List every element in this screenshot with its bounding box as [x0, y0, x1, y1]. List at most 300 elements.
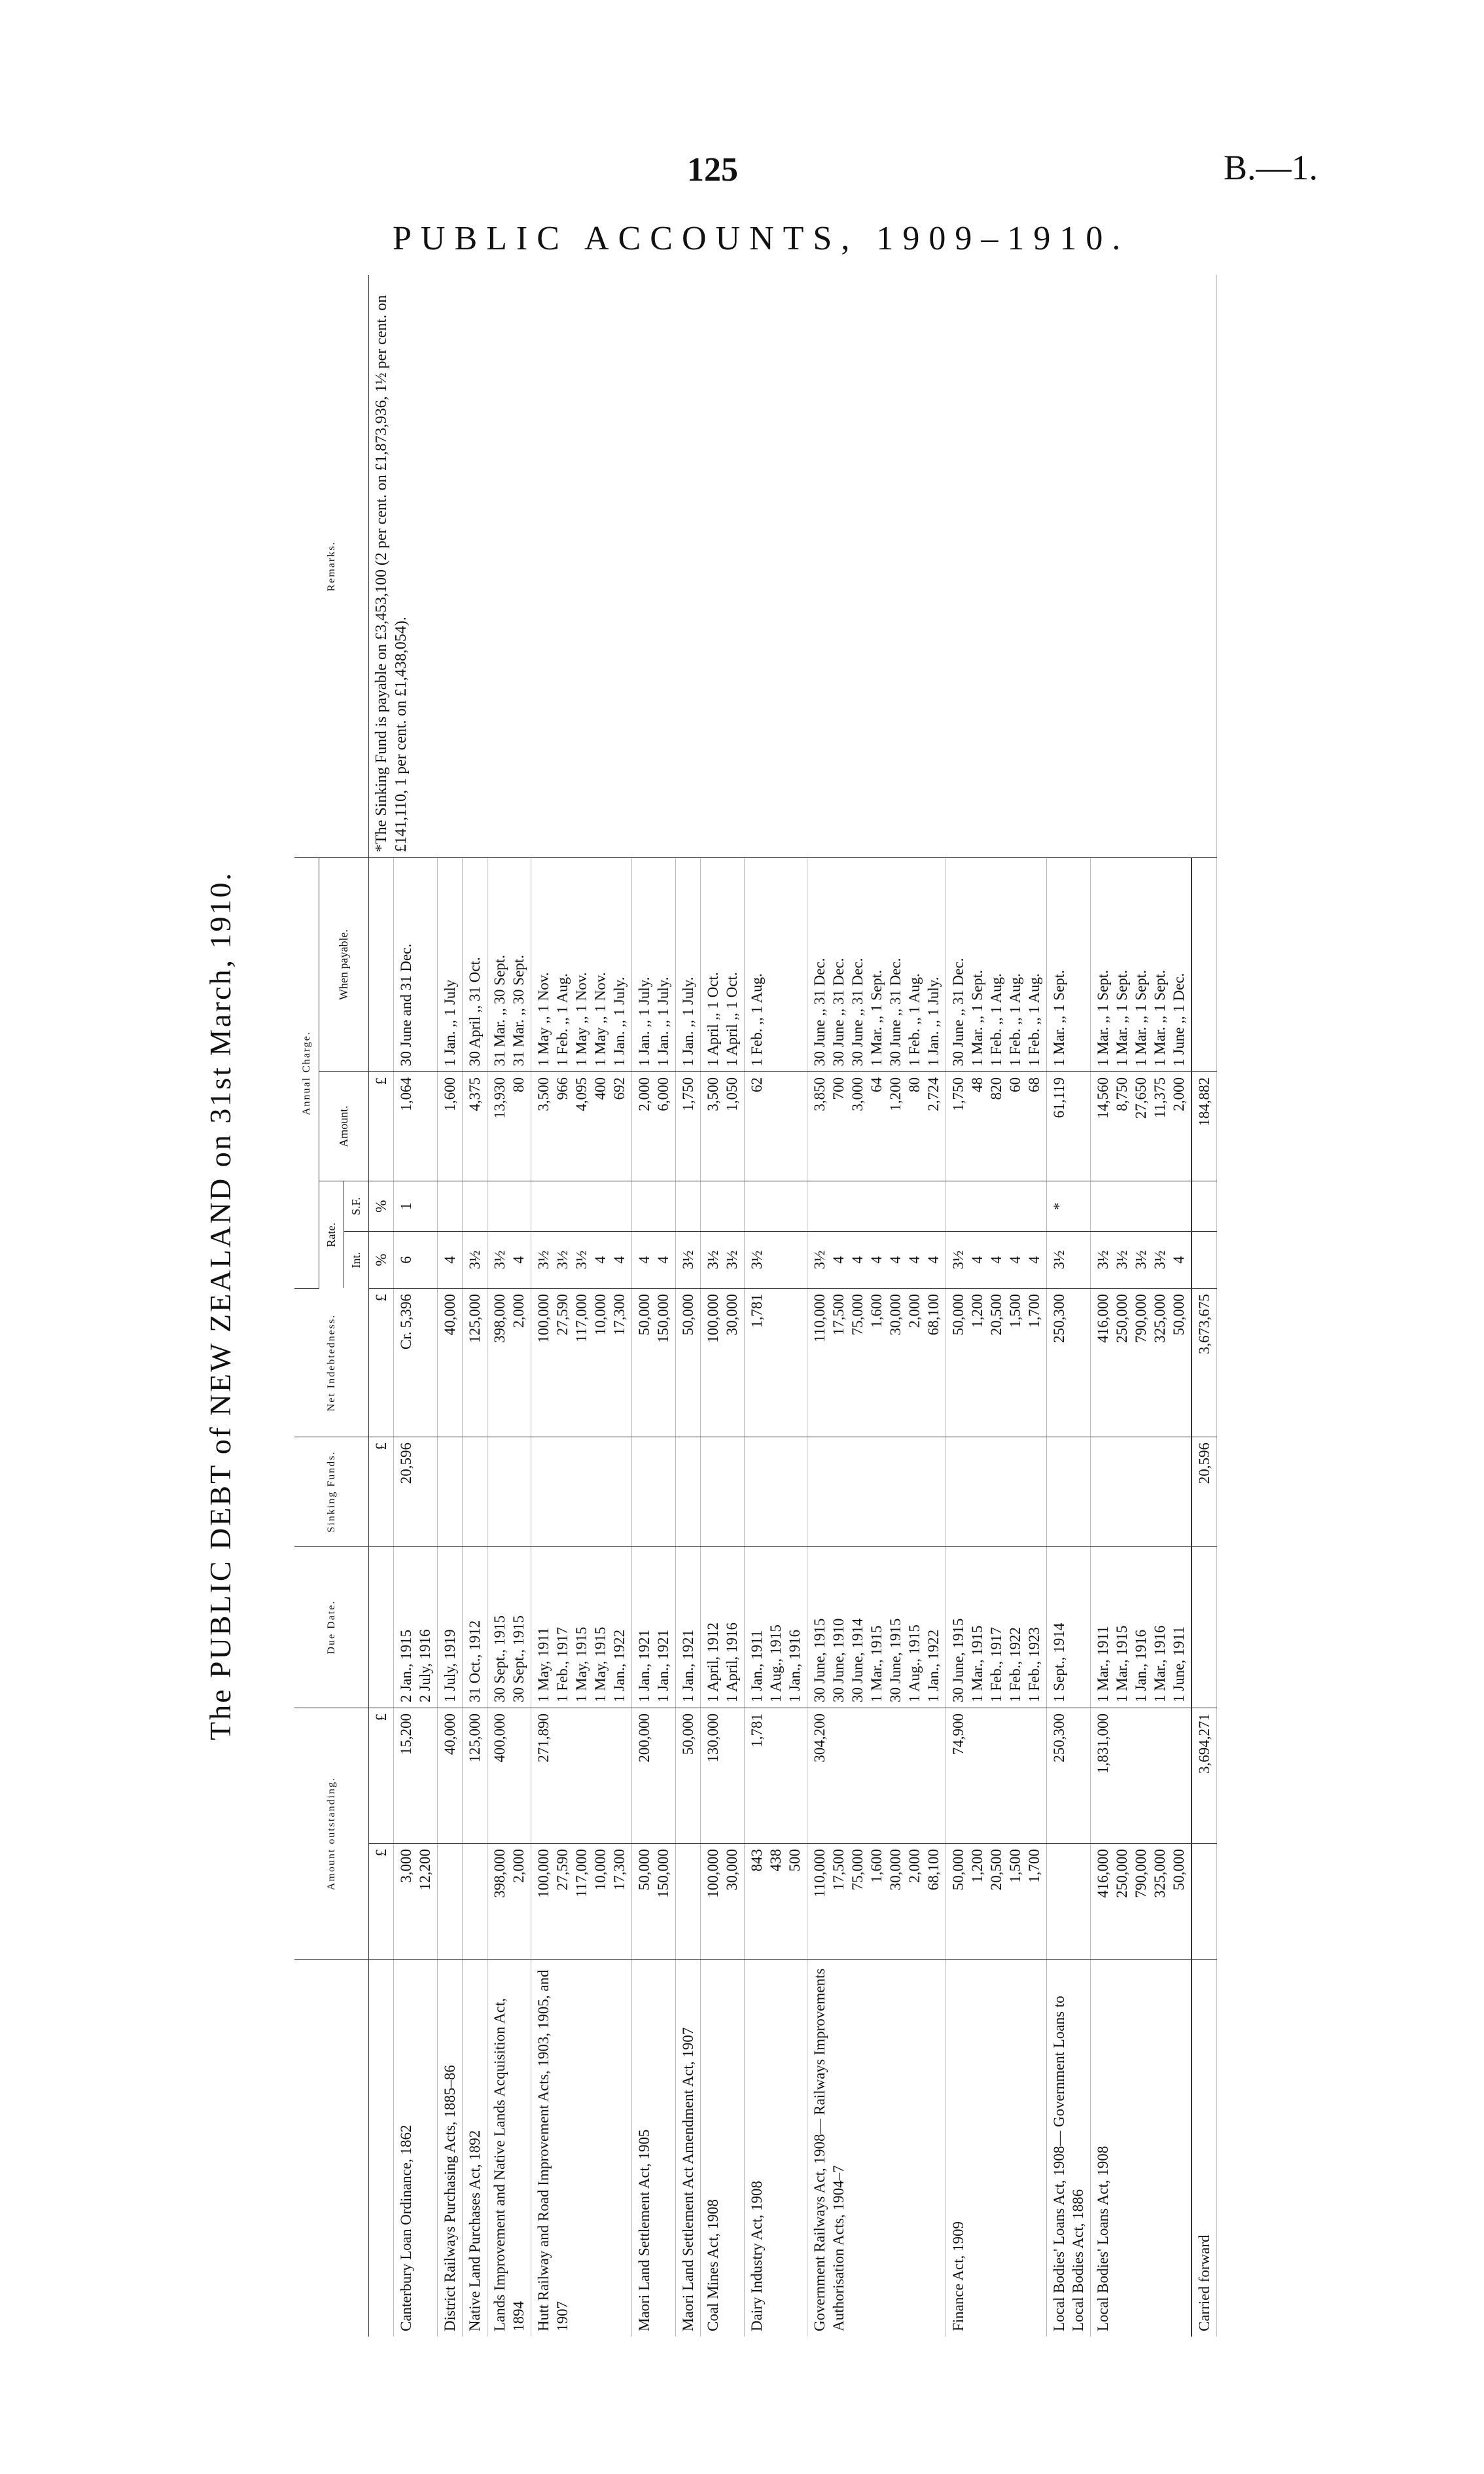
- annual-charge: [701, 1072, 745, 1181]
- page-subtitle: PUBLIC ACCOUNTS, 1909–1910.: [393, 220, 1130, 257]
- net-indebtedness-line: 1,200: [969, 1294, 985, 1328]
- annual-charge-line: 3,500: [705, 1077, 721, 1111]
- net-indebtedness-line: 150,000: [655, 1294, 671, 1343]
- net-indebtedness-line: 416,000: [1095, 1294, 1111, 1343]
- when-payable-line: 1 Mar. ,, 1 Sept.: [868, 970, 885, 1066]
- due-date: [1047, 1547, 1091, 1708]
- amount-outstanding-line: 110,000: [811, 1849, 828, 1897]
- act-description: Dairy Industry Act, 1908: [749, 2181, 765, 2331]
- interest-rate-line: 3½: [467, 1250, 483, 1270]
- sinking-fund-rate: [1091, 1181, 1192, 1232]
- due-date: [807, 1547, 946, 1708]
- total-amount-outstanding: 3,694,271: [1192, 1708, 1217, 1844]
- amount-outstanding: [487, 1844, 531, 1960]
- net-indebtedness-line: 30,000: [887, 1294, 904, 1336]
- col-sinking-funds: Sinking Funds.: [294, 1437, 369, 1547]
- public-debt-table: [294, 275, 1217, 2337]
- amount-outstanding-line: 100,000: [705, 1849, 721, 1898]
- when-payable-line: 1 Mar. ,, 1 Sept.: [1133, 970, 1149, 1066]
- amount-outstanding-line: 30,000: [724, 1849, 740, 1891]
- amount-group-total: 50,000: [676, 1708, 701, 1844]
- net-indebtedness-line: 250,000: [1114, 1294, 1130, 1343]
- when-payable-line: 30 June ,, 31 Dec.: [950, 958, 966, 1066]
- net-indebtedness: [438, 1289, 463, 1437]
- empty-cell: [1192, 1844, 1217, 1960]
- annual-charge: [745, 1072, 807, 1181]
- annual-charge-line: 60: [1007, 1077, 1023, 1092]
- interest-rate-line: 4: [592, 1256, 609, 1264]
- when-payable-line: 30 June ,, 31 Dec.: [849, 958, 866, 1066]
- when-payable-line: 1 Jan. ,, 1 July.: [925, 977, 942, 1066]
- when-payable-line: 30 June ,, 31 Dec.: [830, 958, 847, 1066]
- when-payable-line: 1 Feb. ,, 1 Aug.: [988, 973, 1004, 1066]
- sinking-fund: [745, 1437, 807, 1547]
- interest-rate: [531, 1232, 632, 1289]
- col-rate-int: Int.: [344, 1232, 369, 1289]
- when-payable-line: 1 Mar. ,, 1 Sept.: [969, 970, 985, 1066]
- interest-rate-line: 4: [1007, 1256, 1023, 1264]
- when-payable-line: 1 Feb. ,, 1 Aug.: [749, 973, 765, 1066]
- when-payable-line: 1 Mar. ,, 1 Sept.: [1095, 970, 1111, 1066]
- amount-outstanding: [676, 1844, 701, 1960]
- when-payable-line: 1 Feb. ,, 1 Aug.: [554, 973, 571, 1066]
- net-indebtedness-line: 2,000: [906, 1294, 923, 1328]
- when-payable-line: 1 May ,, 1 Nov.: [573, 972, 590, 1066]
- annual-charge: [487, 1072, 531, 1181]
- when-payable-line: 30 June ,, 31 Dec.: [887, 958, 904, 1066]
- sinking-fund: [438, 1437, 463, 1547]
- annual-charge: [632, 1072, 676, 1181]
- due-date-line: 2 July, 1916: [417, 1629, 433, 1702]
- due-date: [463, 1547, 487, 1708]
- amount-outstanding: [946, 1844, 1047, 1960]
- due-date-line: 1 Jan., 1916: [786, 1629, 803, 1702]
- net-indebtedness-line: 1,700: [1026, 1294, 1042, 1328]
- net-indebtedness-line: 117,000: [573, 1294, 590, 1342]
- total-net-indebtedness: 3,673,675: [1192, 1289, 1217, 1437]
- net-indebtedness-line: 30,000: [724, 1294, 740, 1336]
- interest-rate-line: 3½: [1133, 1250, 1149, 1270]
- when-payable: [438, 858, 463, 1072]
- annual-charge-line: 400: [592, 1077, 609, 1100]
- when-payable-line: 1 Feb. ,, 1 Aug.: [1007, 973, 1023, 1066]
- empty-cell: [1192, 1547, 1217, 1708]
- interest-rate-line: 3½: [1114, 1250, 1130, 1270]
- net-indebtedness-line: 100,000: [535, 1294, 552, 1343]
- sinking-fund: [1047, 1437, 1091, 1547]
- due-date-line: 30 Sept., 1915: [510, 1615, 527, 1702]
- amount-outstanding-line: 50,000: [1171, 1849, 1187, 1891]
- percent-symbol: %: [369, 1181, 394, 1232]
- annual-charge: [807, 1072, 946, 1181]
- interest-rate: [487, 1232, 531, 1289]
- interest-rate: [701, 1232, 745, 1289]
- percent-symbol: %: [369, 1232, 394, 1289]
- col-rate-sf: S.F.: [344, 1181, 369, 1232]
- when-payable-line: 30 June ,, 31 Dec.: [811, 958, 828, 1066]
- amount-outstanding-line: 3,000: [398, 1849, 414, 1883]
- due-date-line: 1 Jan., 1921: [636, 1629, 652, 1702]
- net-indebtedness-line: 125,000: [467, 1294, 483, 1343]
- sinking-fund: [701, 1437, 745, 1547]
- interest-rate-line: 3½: [535, 1250, 552, 1270]
- due-date-line: 1 Feb., 1922: [1007, 1627, 1023, 1702]
- annual-charge-line: 2,000: [636, 1077, 652, 1111]
- net-indebtedness: [745, 1289, 807, 1437]
- amount-outstanding-line: 398,000: [491, 1849, 508, 1898]
- sinking-fund: 20,596: [394, 1437, 438, 1547]
- interest-rate: [807, 1232, 946, 1289]
- when-payable-line: 31 Mar. ,, 30 Sept.: [491, 955, 508, 1066]
- due-date-line: 1 April, 1912: [705, 1622, 721, 1702]
- due-date-line: 1 Jan., 1921: [655, 1629, 671, 1702]
- due-date-line: 1 June, 1911: [1171, 1626, 1187, 1702]
- annual-charge-line: 2,724: [925, 1077, 942, 1111]
- page-number: 125: [687, 151, 738, 188]
- col-rate: Rate.: [319, 1181, 344, 1289]
- annual-charge-line: 80: [906, 1077, 923, 1092]
- annual-charge-line: 27,650: [1133, 1077, 1149, 1119]
- sinking-fund: [946, 1437, 1047, 1547]
- annual-charge-line: 61,119: [1051, 1077, 1067, 1119]
- amount-outstanding-line: 325,000: [1152, 1849, 1168, 1898]
- when-payable-line: 1 Jan. ,, 1 July: [442, 979, 458, 1066]
- amount-group-total: 15,200: [394, 1708, 438, 1844]
- annual-charge-line: 4,095: [573, 1077, 590, 1111]
- net-indebtedness: [531, 1289, 632, 1437]
- when-payable: [701, 858, 745, 1072]
- annual-charge: [438, 1072, 463, 1181]
- sinking-fund-rate: [807, 1181, 946, 1232]
- sinking-fund: [487, 1437, 531, 1547]
- interest-rate-line: 3½: [749, 1250, 765, 1270]
- amount-outstanding-line: 50,000: [636, 1849, 652, 1891]
- interest-rate-line: 4: [442, 1256, 458, 1264]
- net-indebtedness: [463, 1289, 487, 1437]
- currency-symbol: £: [369, 1844, 394, 1960]
- interest-rate-line: 3½: [573, 1250, 590, 1270]
- interest-rate: [745, 1232, 807, 1289]
- net-indebtedness-line: 50,000: [680, 1294, 696, 1336]
- interest-rate-line: 4: [611, 1256, 627, 1264]
- annual-charge-line: 4,375: [467, 1077, 483, 1111]
- amount-outstanding-line: 20,500: [988, 1849, 1004, 1891]
- when-payable-line: 1 Jan. ,, 1 July.: [680, 977, 696, 1066]
- due-date-line: 30 Sept., 1915: [491, 1615, 508, 1702]
- col-net-indebtedness: Net Indebtedness.: [294, 1289, 369, 1437]
- annual-charge-line: 700: [830, 1077, 847, 1100]
- when-payable: [676, 858, 701, 1072]
- due-date: [676, 1547, 701, 1708]
- amount-outstanding-line: 30,000: [887, 1849, 904, 1891]
- interest-rate-line: 4: [868, 1256, 885, 1264]
- annual-charge-line: 13,930: [491, 1077, 508, 1119]
- empty-cell: [1192, 858, 1217, 1072]
- annual-charge-line: 48: [969, 1077, 985, 1092]
- net-indebtedness-line: 17,300: [611, 1294, 627, 1336]
- net-indebtedness: [1091, 1289, 1192, 1437]
- amount-outstanding-line: 416,000: [1095, 1849, 1111, 1898]
- amount-outstanding-line: 2,000: [510, 1849, 527, 1883]
- act-description: Maori Land Settlement Act, 1905: [636, 2129, 652, 2331]
- amount-outstanding-line: 438: [768, 1849, 784, 1872]
- net-indebtedness-line: 1,600: [868, 1294, 885, 1328]
- net-indebtedness: [487, 1289, 531, 1437]
- sinking-fund-rate: [745, 1181, 807, 1232]
- net-indebtedness-line: 27,590: [554, 1294, 571, 1336]
- rotated-table-area: [203, 275, 1341, 2337]
- interest-rate-line: 4: [849, 1256, 866, 1264]
- interest-rate-line: 3½: [705, 1250, 721, 1270]
- act-description: Government Railways Act, 1908— Railways Improvements Authorisation Acts, 1904–7: [811, 1968, 847, 2331]
- due-date-line: 1 Jan., 1916: [1133, 1629, 1149, 1702]
- due-date-line: 30 June, 1915: [950, 1618, 966, 1702]
- interest-rate-line: 4: [988, 1256, 1004, 1264]
- sinking-fund-rate: [632, 1181, 676, 1232]
- act-description: Local Bodies' Loans Act, 1908— Government Loans to Local Bodies Act, 1886: [1051, 1996, 1086, 2331]
- amount-outstanding: [531, 1844, 632, 1960]
- annual-charge-line: 1,750: [950, 1077, 966, 1111]
- sinking-fund-rate: 1: [394, 1181, 438, 1232]
- net-indebtedness: [807, 1289, 946, 1437]
- col-description: [294, 1960, 369, 2337]
- amount-outstanding-line: 17,300: [611, 1849, 627, 1891]
- annual-charge-line: 1,600: [442, 1077, 458, 1111]
- amount-outstanding-line: 75,000: [849, 1849, 866, 1891]
- net-indebtedness-line: 50,000: [950, 1294, 966, 1336]
- total-annual-charge: 184,882: [1192, 1072, 1217, 1181]
- interest-rate: [676, 1232, 701, 1289]
- interest-rate: [463, 1232, 487, 1289]
- when-payable-line: 1 Mar. ,, 1 Sept.: [1114, 970, 1130, 1066]
- currency-row: [369, 275, 394, 2337]
- currency-symbol: £: [369, 1437, 394, 1547]
- amount-outstanding-line: 250,000: [1114, 1849, 1130, 1898]
- interest-rate: [632, 1232, 676, 1289]
- amount-group-total: 130,000: [701, 1708, 745, 1844]
- remarks-note: *The Sinking Fund is payable on £3,453,100 (2 per cent. on £1,873,936, 1½ per cent. on £141,110, 1 per cent. on £1,438,054).: [369, 275, 1217, 858]
- when-payable-line: 1 Jan. ,, 1 July.: [611, 977, 627, 1066]
- amount-group-total: 250,300: [1047, 1708, 1091, 1844]
- due-date: [946, 1547, 1047, 1708]
- when-payable: [745, 858, 807, 1072]
- net-indebtedness-line: 250,300: [1051, 1294, 1067, 1343]
- amount-outstanding: [394, 1844, 438, 1960]
- interest-rate-line: 4: [1026, 1256, 1042, 1264]
- due-date-line: 1 Feb., 1917: [988, 1627, 1004, 1702]
- when-payable: [487, 858, 531, 1072]
- sinking-fund: [632, 1437, 676, 1547]
- col-due-date: Due Date.: [294, 1547, 369, 1708]
- due-date: [438, 1547, 463, 1708]
- amount-outstanding: [1047, 1844, 1091, 1960]
- due-date-line: 1 Aug., 1915: [768, 1624, 784, 1702]
- due-date-line: 1 Mar., 1915: [1114, 1625, 1130, 1702]
- amount-outstanding-line: 150,000: [655, 1849, 671, 1898]
- annual-charge-line: 1,050: [724, 1077, 740, 1111]
- amount-outstanding-line: 2,000: [906, 1849, 923, 1883]
- annual-charge-line: 3,000: [849, 1077, 866, 1111]
- due-date-line: 1 Feb., 1923: [1026, 1627, 1042, 1702]
- amount-outstanding: [807, 1844, 946, 1960]
- interest-rate-line: 3½: [1051, 1250, 1067, 1270]
- amount-group-total: 1,831,000: [1091, 1708, 1192, 1844]
- interest-rate: [946, 1232, 1047, 1289]
- net-indebtedness-line: 50,000: [636, 1294, 652, 1336]
- when-payable-line: 1 May ,, 1 Nov.: [592, 972, 609, 1066]
- act-description: Native Land Purchases Act, 1892: [467, 2130, 483, 2331]
- annual-charge: [676, 1072, 701, 1181]
- amount-outstanding: [1091, 1844, 1192, 1960]
- net-indebtedness: [632, 1289, 676, 1437]
- empty-cell: [1192, 1181, 1217, 1232]
- annual-charge-line: 820: [988, 1077, 1004, 1100]
- when-payable-line: 1 Feb. ,, 1 Aug.: [906, 973, 923, 1066]
- annual-charge-line: 11,375: [1152, 1077, 1168, 1119]
- total-sinking-funds: 20,596: [1192, 1437, 1217, 1547]
- due-date: [394, 1547, 438, 1708]
- net-indebtedness-line: 2,000: [510, 1294, 527, 1328]
- when-payable-line: 1 Jan. ,, 1 July.: [636, 977, 652, 1066]
- amount-outstanding-line: 1,700: [1026, 1849, 1042, 1883]
- due-date-line: 1 April, 1916: [724, 1622, 740, 1702]
- annual-charge-line: 2,000: [1171, 1077, 1187, 1111]
- interest-rate-line: 3½: [680, 1250, 696, 1270]
- when-payable: [531, 858, 632, 1072]
- due-date-line: 2 Jan., 1915: [398, 1629, 414, 1702]
- net-indebtedness-line: 17,500: [830, 1294, 847, 1336]
- due-date: [1091, 1547, 1192, 1708]
- annual-charge: [1047, 1072, 1091, 1181]
- when-payable-line: 1 April ,, 1 Oct.: [724, 972, 740, 1066]
- empty-cell: [1192, 1232, 1217, 1289]
- interest-rate-line: 4: [887, 1256, 904, 1264]
- when-payable: [1047, 858, 1091, 1072]
- act-description: Local Bodies' Loans Act, 1908: [1095, 2145, 1111, 2331]
- net-indebtedness-line: 1,500: [1007, 1294, 1023, 1328]
- annual-charge: [394, 1072, 438, 1181]
- currency-symbol: £: [369, 1072, 394, 1181]
- col-amount-outstanding: Amount outstanding.: [294, 1708, 369, 1960]
- col-annual-charge: Annual Charge.: [294, 858, 319, 1289]
- when-payable-line: 1 Jan. ,, 1 July.: [655, 977, 671, 1066]
- annual-charge-line: 80: [510, 1077, 527, 1092]
- due-date-line: 1 Aug., 1915: [906, 1624, 923, 1702]
- interest-rate: [1091, 1232, 1192, 1289]
- due-date-line: 1 Jan., 1922: [925, 1629, 942, 1702]
- due-date-line: 1 May, 1911: [535, 1627, 552, 1702]
- when-payable: [394, 858, 438, 1072]
- amount-group-total: 400,000: [487, 1708, 531, 1844]
- table-title: The PUBLIC DEBT of NEW ZEALAND on 31st March, 1910.: [203, 871, 237, 1740]
- due-date-line: 1 Mar., 1916: [1152, 1625, 1168, 1702]
- act-description: Hutt Railway and Road Improvement Acts, 1903, 1905, and 1907: [535, 1969, 571, 2331]
- annual-charge-line: 692: [611, 1077, 627, 1100]
- interest-rate-line: 6: [398, 1256, 414, 1264]
- interest-rate-line: 3½: [811, 1250, 828, 1270]
- amount-outstanding-line: 17,500: [830, 1849, 847, 1891]
- act-description: Lands Improvement and Native Lands Acquisition Act, 1894: [491, 1998, 527, 2331]
- interest-rate-line: 3½: [554, 1250, 571, 1270]
- net-indebtedness: [676, 1289, 701, 1437]
- amount-outstanding-line: 12,200: [417, 1849, 433, 1891]
- annual-charge-line: 64: [868, 1077, 885, 1092]
- net-indebtedness: [701, 1289, 745, 1437]
- sinking-fund-rate: *: [1047, 1181, 1091, 1232]
- amount-group-total: 74,900: [946, 1708, 1047, 1844]
- sinking-fund: [676, 1437, 701, 1547]
- due-date-line: 31 Oct., 1912: [467, 1620, 483, 1702]
- sinking-fund: [1091, 1437, 1192, 1547]
- when-payable-line: 1 April ,, 1 Oct.: [705, 972, 721, 1066]
- when-payable-line: 31 Mar. ,, 30 Sept.: [510, 955, 527, 1066]
- annual-charge-line: 6,000: [655, 1077, 671, 1111]
- amount-outstanding: [632, 1844, 676, 1960]
- due-date-line: 30 June, 1914: [849, 1618, 866, 1702]
- sinking-fund-rate: [531, 1181, 632, 1232]
- net-indebtedness: [394, 1289, 438, 1437]
- amount-outstanding-line: 500: [786, 1849, 803, 1872]
- amount-outstanding-line: 843: [749, 1849, 765, 1872]
- due-date: [745, 1547, 807, 1708]
- sinking-fund-rate: [701, 1181, 745, 1232]
- sinking-fund-rate: [487, 1181, 531, 1232]
- interest-rate-line: 4: [510, 1256, 527, 1264]
- net-indebtedness-line: 1,781: [749, 1294, 765, 1328]
- act-description: Canterbury Loan Ordinance, 1862: [398, 2124, 414, 2331]
- sinking-fund-rate: [676, 1181, 701, 1232]
- act-description: District Railways Purchasing Acts, 1885–86: [442, 2065, 458, 2331]
- annual-charge-line: 3,500: [535, 1077, 552, 1111]
- act-description: Coal Mines Act, 1908: [705, 2199, 721, 2331]
- net-indebtedness-line: 325,000: [1152, 1294, 1168, 1343]
- annual-charge-line: 1,064: [398, 1077, 414, 1111]
- amount-outstanding: [701, 1844, 745, 1960]
- when-payable-line: 1 Mar. ,, 1 Sept.: [1152, 970, 1168, 1066]
- due-date-line: 1 Mar., 1915: [969, 1625, 985, 1702]
- net-indebtedness-line: 790,000: [1133, 1294, 1149, 1343]
- sinking-fund-rate: [463, 1181, 487, 1232]
- sheet-reference: B.—1.: [1224, 148, 1318, 187]
- interest-rate-line: 3½: [1095, 1250, 1111, 1270]
- annual-charge-line: 62: [749, 1077, 765, 1092]
- annual-charge: [463, 1072, 487, 1181]
- net-indebtedness-line: 68,100: [925, 1294, 942, 1336]
- col-annual-amount: Amount.: [319, 1072, 369, 1181]
- due-date-line: 1 Feb., 1917: [554, 1627, 571, 1702]
- amount-outstanding-line: 27,590: [554, 1849, 571, 1891]
- when-payable-line: 30 April ,, 31 Oct.: [467, 957, 483, 1066]
- act-description: Finance Act, 1909: [950, 2221, 966, 2331]
- due-date-line: 1 Mar., 1915: [868, 1625, 885, 1702]
- amount-outstanding: [463, 1844, 487, 1960]
- when-payable: [807, 858, 946, 1072]
- interest-rate: [438, 1232, 463, 1289]
- due-date-line: 1 Jan., 1922: [611, 1629, 627, 1702]
- col-when-payable: When payable.: [319, 858, 369, 1072]
- amount-outstanding-line: 68,100: [925, 1849, 942, 1891]
- annual-charge-line: 966: [554, 1077, 571, 1100]
- when-payable: [946, 858, 1047, 1072]
- net-indebtedness-line: 40,000: [442, 1294, 458, 1336]
- sinking-fund-rate: [438, 1181, 463, 1232]
- amount-outstanding-line: 50,000: [950, 1849, 966, 1891]
- due-date: [531, 1547, 632, 1708]
- when-payable: [632, 858, 676, 1072]
- annual-charge-line: 1,750: [680, 1077, 696, 1111]
- due-date-line: 1 Jan., 1921: [680, 1629, 696, 1702]
- amount-group-total: 200,000: [632, 1708, 676, 1844]
